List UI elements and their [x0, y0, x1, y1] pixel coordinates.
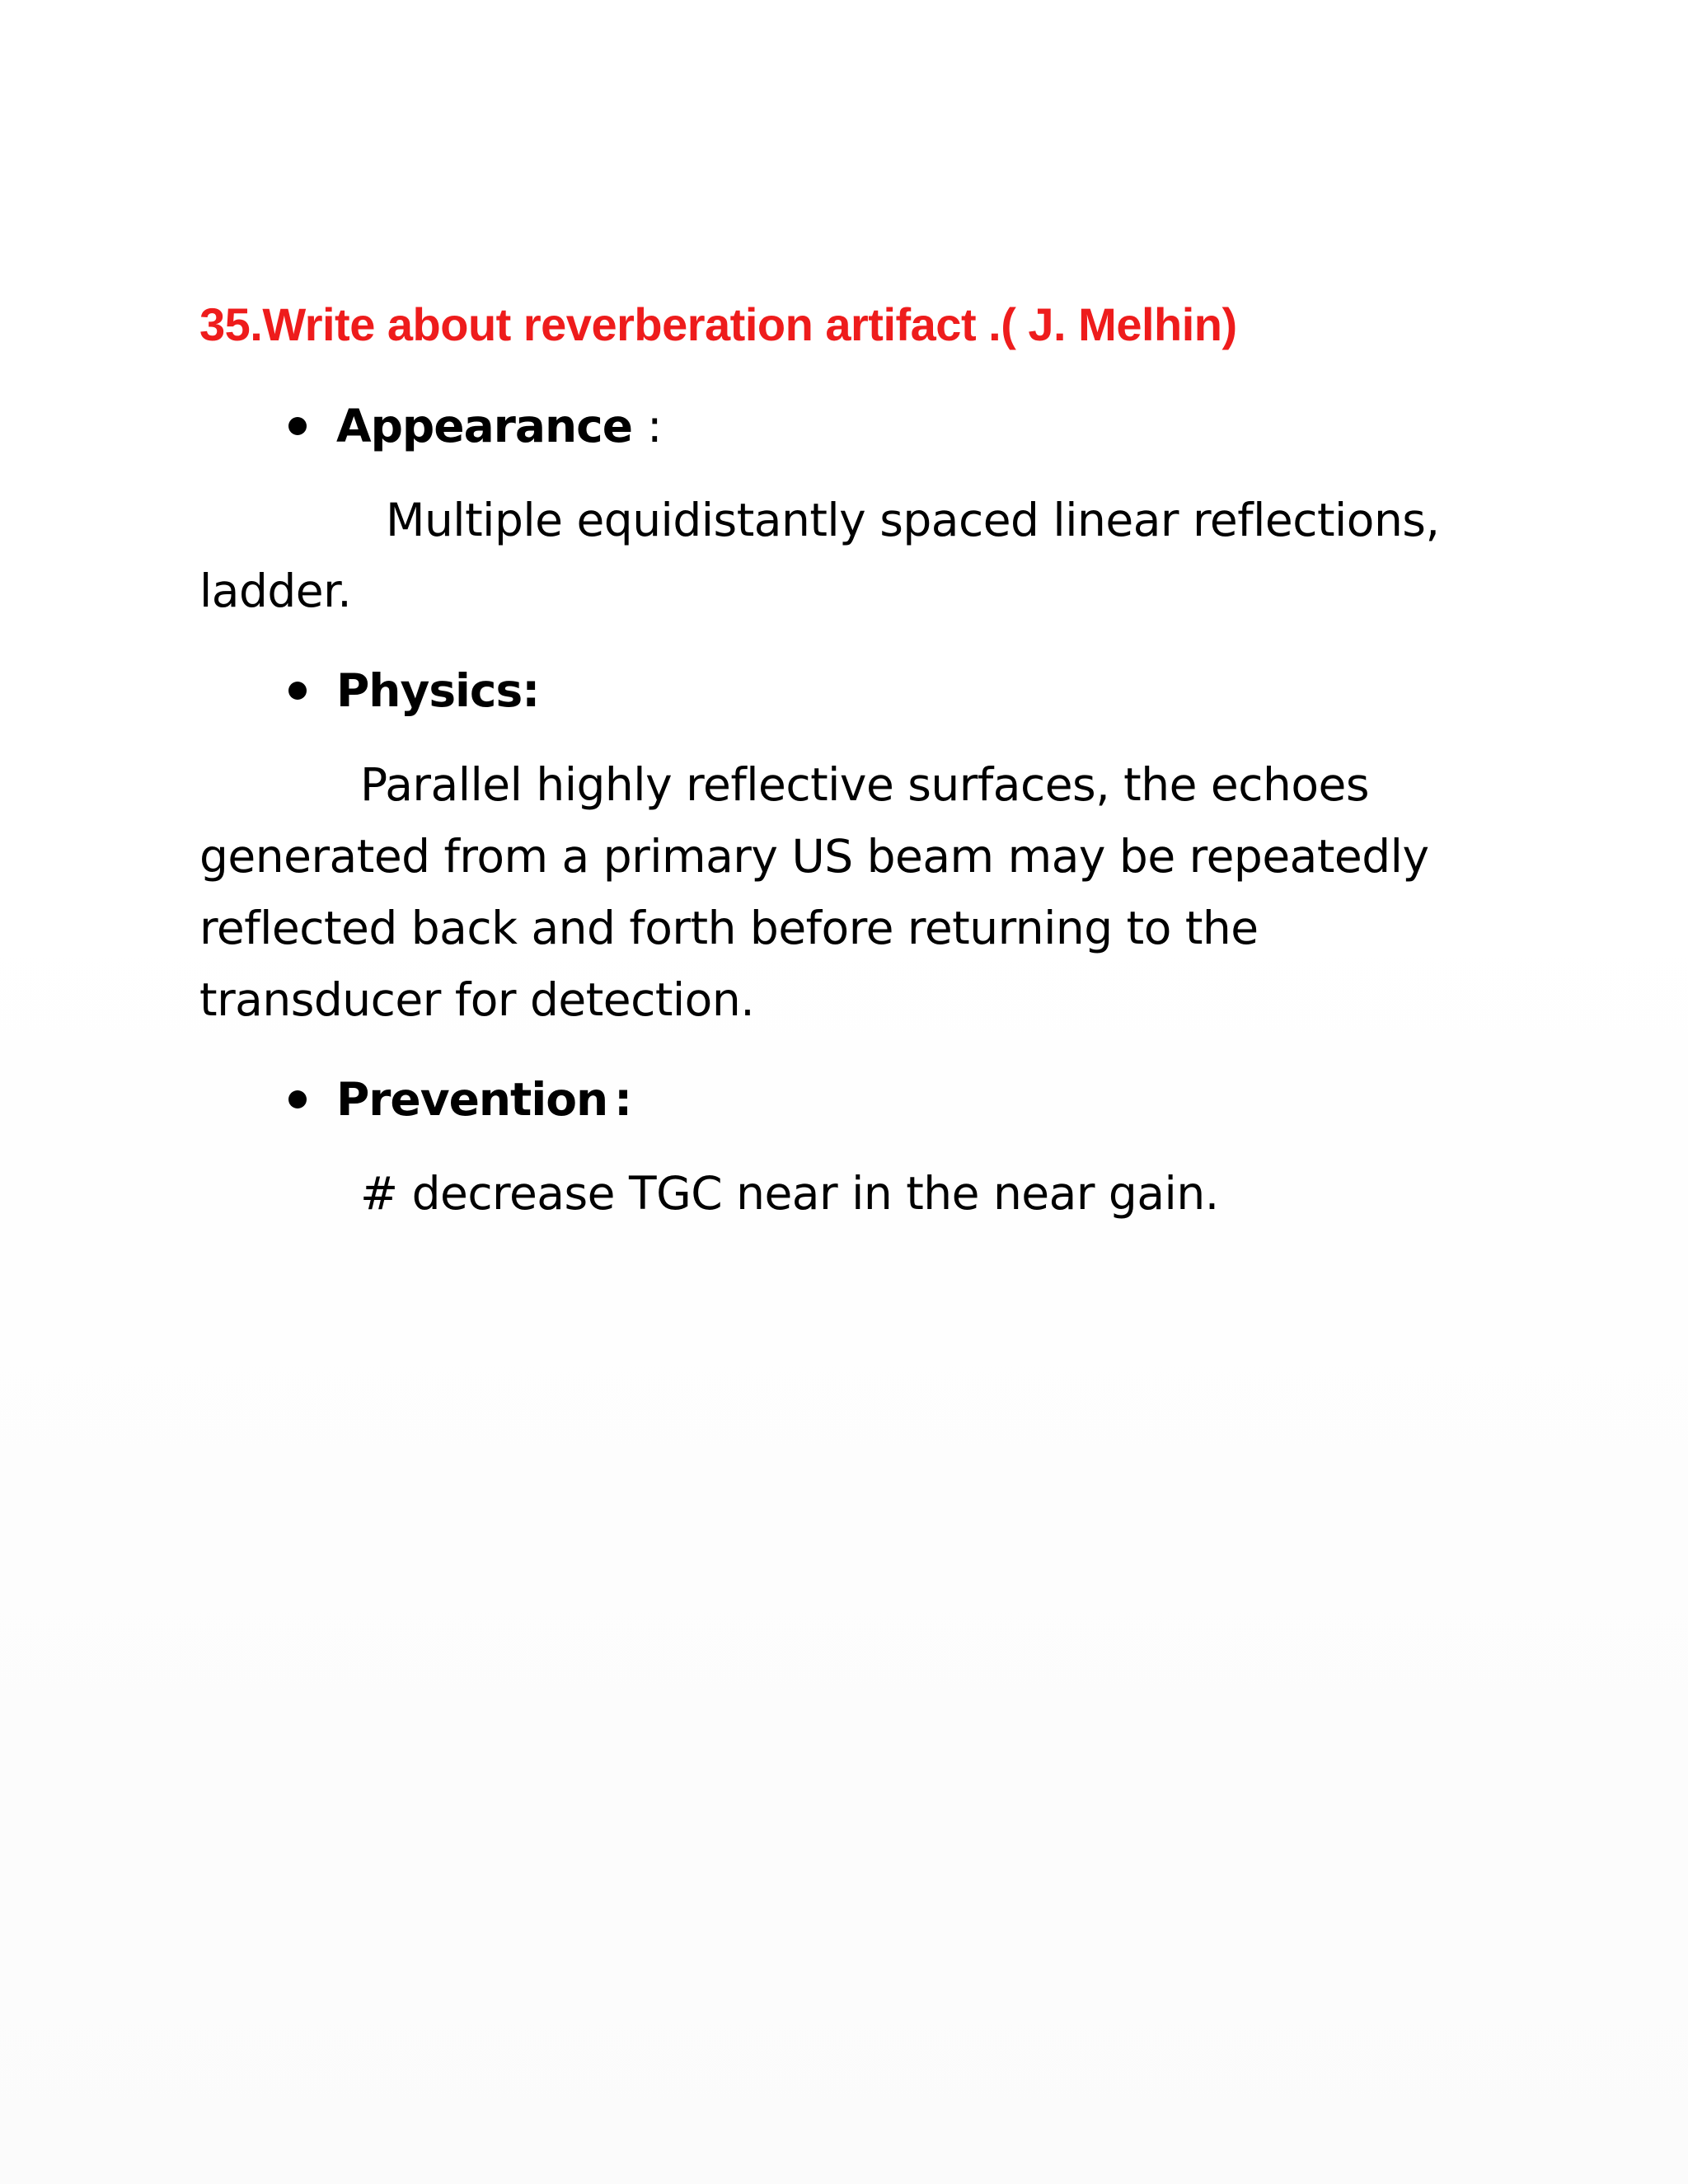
heading-suffix: : — [647, 400, 663, 452]
question-title: 35.Write about reverberation artifact .( J. Melhin) — [199, 298, 1237, 350]
bullet-icon — [288, 1090, 307, 1108]
prevention-text-line: # decrease TGC near in the near gain. — [360, 1167, 1219, 1220]
bullet-icon — [288, 682, 307, 700]
section-heading-appearance — [288, 396, 663, 456]
appearance-text-line: ladder. — [199, 565, 352, 617]
heading-label: Prevention — [336, 1073, 608, 1126]
physics-text-line: transducer for detection. — [199, 973, 755, 1026]
physics-text-line: Parallel highly reflective surfaces, the echoes — [360, 758, 1369, 811]
appearance-text-line: Multiple equidistantly spaced linear reflections, — [386, 494, 1440, 546]
bullet-icon — [288, 417, 307, 435]
heading-label: Appearance — [336, 400, 633, 452]
section-heading-physics — [288, 661, 554, 720]
section-heading-prevention — [288, 1070, 632, 1129]
physics-text-line: generated from a primary US beam may be repeatedly — [199, 830, 1429, 883]
heading-label: Physics: — [336, 664, 540, 717]
physics-text-line: reflected back and forth before returning to the — [199, 902, 1259, 954]
heading-suffix: : — [614, 1073, 633, 1126]
